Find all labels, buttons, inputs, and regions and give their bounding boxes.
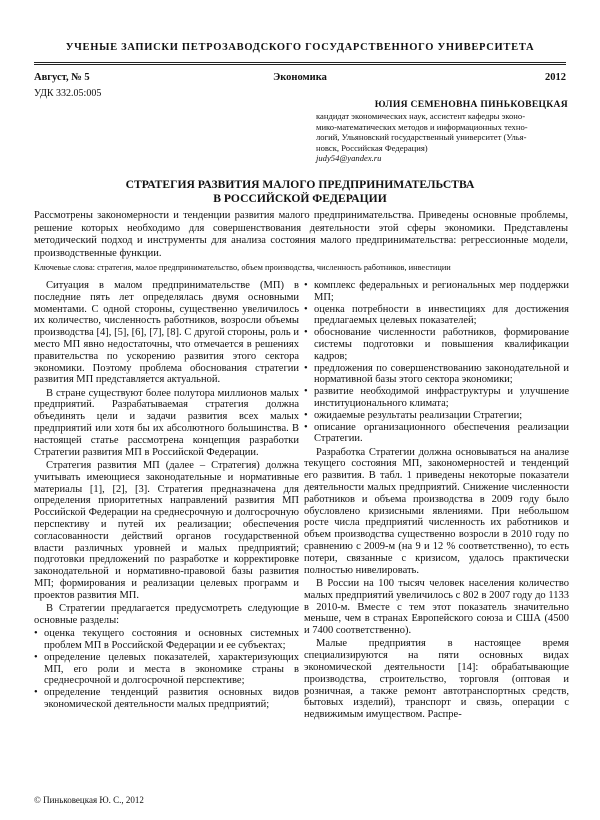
list-item: • определение целевых показателей, характеризующих МП, его роли и места в экономике страны в среднесрочной и долгосрочной перспективе; bbox=[34, 652, 299, 687]
keywords: Ключевые слова: стратегия, малое предпринимательство, объем производства, численность работников, инвестиции bbox=[34, 263, 451, 272]
list-item: • развитие необходимой инфраструктуры и улучшение институционального климата; bbox=[304, 386, 569, 410]
section-list bbox=[34, 628, 299, 711]
author-affiliation: кандидат экономических наук, ассистент кафедры эконо- мико-математических методов и информационных техно- логий, Ульяновский государственный университет (Улья- новск, Российская Федерация) bbox=[316, 111, 528, 153]
list-item: • обоснование численности работников, формирование системы подготовки и повышения квалификации кадров; bbox=[304, 327, 569, 362]
article-title bbox=[34, 178, 566, 205]
section-name: Экономика bbox=[273, 72, 327, 83]
right-column bbox=[304, 280, 569, 722]
paragraph: В стране существуют более полутора миллионов малых предприятий. Разрабатываемая стратегия должна объединять цели и задачи развития всех малых предприятий или хотя бы их абсолютного большинства. В настоящей статье рассмотрена концепция разработки Стратегии развития МП в Российской Федерации. bbox=[34, 387, 299, 458]
article-title-line-2: В РОССИЙСКОЙ ФЕДЕРАЦИИ bbox=[213, 191, 387, 205]
list-item: • ожидаемые результаты реализации Стратегии; bbox=[304, 410, 569, 422]
paragraph: В Стратегии предлагается предусмотреть следующие основные разделы: bbox=[34, 603, 299, 626]
left-column bbox=[34, 280, 299, 712]
header-rule-top bbox=[34, 62, 566, 63]
list-item: • определение тенденций развития основных видов экономической деятельности малых предприятий; bbox=[34, 687, 299, 711]
list-item: • оценка текущего состояния и основных системных проблем МП в Российской Федерации и ее субъектах; bbox=[34, 628, 299, 652]
issue-number: Август, № 5 bbox=[34, 72, 90, 83]
author-email[interactable]: judy54@yandex.ru bbox=[316, 153, 382, 164]
list-item: • предложения по совершенствованию законодательной и нормативной базы этого сектора экономики; bbox=[304, 363, 569, 387]
list-item: • оценка потребности в инвестициях для достижения предлагаемых целевых показателей; bbox=[304, 304, 569, 328]
paragraph: Разработка Стратегии должна основываться на анализе текущего состояния МП, закономерностей и тенденций его развития. В табл. 1 приведены некоторые показатели деятельности малых предприятий. Снижение численности работников и объема производства в 2009 году было обусловлено кризисными явлениями. При небольшом росте числа предприятий численность их работников и объем производства существенно возросли в 2010 году по сравнению с 2009-м (на 9 и 12 % соответственно), то есть потери, связанные с кризисом, удалось практически полностью нивелировать. bbox=[304, 446, 569, 576]
paragraph: Ситуация в малом предпринимательстве (МП) в последние пять лет определялась двумя основными моментами. С одной стороны, существенно увеличилось их количество, численность работников, возросли объемы производства [4], [5], [6], [7], [8]. С другой стороны, роль и место МП явно недостаточны, что отмечается в решениях правительства по ускорению развития этого сектора экономики. Поэтому проблема обоснования стратегии развития МП представляется актуальной. bbox=[34, 280, 299, 386]
article-title-line-1: СТРАТЕГИЯ РАЗВИТИЯ МАЛОГО ПРЕДПРИНИМАТЕЛЬСТВА bbox=[125, 178, 475, 191]
author-block bbox=[316, 100, 568, 163]
issue-year: 2012 bbox=[545, 72, 566, 83]
copyright: © Пиньковецкая Ю. С., 2012 bbox=[34, 795, 144, 805]
paragraph: В России на 100 тысяч человек населения количество малых предприятий увеличилось с 802 в 2007 году до 1133 в 2010-м. Вместе с тем этот показатель значительно меньше, чем в странах Европейского союза и США (4500 и 7400 соответственно). bbox=[304, 577, 569, 637]
abstract: Рассмотрены закономерности и тенденции развития малого предпринимательства. Приведены основные проблемы, решение которых необходимо для совершенствования деятельности этой сферы экономики. Представлены методический подход и инструменты для анализа состояния малого предпринимательства: регрессионные модели, производственные функции. bbox=[34, 210, 568, 259]
author-name: ЮЛИЯ СЕМЕНОВНА ПИНЬКОВЕЦКАЯ bbox=[374, 99, 568, 110]
journal-title: УЧЕНЫЕ ЗАПИСКИ ПЕТРОЗАВОДСКОГО ГОСУДАРСТВЕННОГО УНИВЕРСИТЕТА bbox=[65, 42, 535, 53]
udc-code: УДК 332.05:005 bbox=[34, 88, 102, 99]
header-rule-bottom bbox=[34, 64, 566, 65]
paragraph: Малые предприятия в настоящее время специализируются на пяти основных видах экономической деятельности [14]: обрабатывающие производства, строительство, торговля (оптовая и розничная, а также ремонт автотранспортных средств, бытовых изделий), транспорт и связь, операции с недвижимым имуществом. Распре- bbox=[304, 638, 569, 721]
list-item: • комплекс федеральных и региональных мер поддержки МП; bbox=[304, 280, 569, 304]
list-item: • описание организационного обеспечения реализации Стратегии. bbox=[304, 422, 569, 446]
paragraph: Стратегия развития МП (далее – Стратегия) должна учитывать имеющиеся законодательные и нормативные материалы [1], [2], [3]. Стратегия предназначена для определения приоритетных направлений развития МП Российской Федерации на среднесрочную и долгосрочную перспективу и путей их реализации; обеспечения согласованности действий органов государственной власти различных уровней и малых предприятий; подготовки предложений по разработке и корректировке законодательной и нормативно-правовой базы развития МП; формирования и реализации целевых программ и проектов развития МП. bbox=[34, 459, 299, 601]
section-list bbox=[304, 280, 569, 445]
issue-meta bbox=[34, 72, 566, 86]
